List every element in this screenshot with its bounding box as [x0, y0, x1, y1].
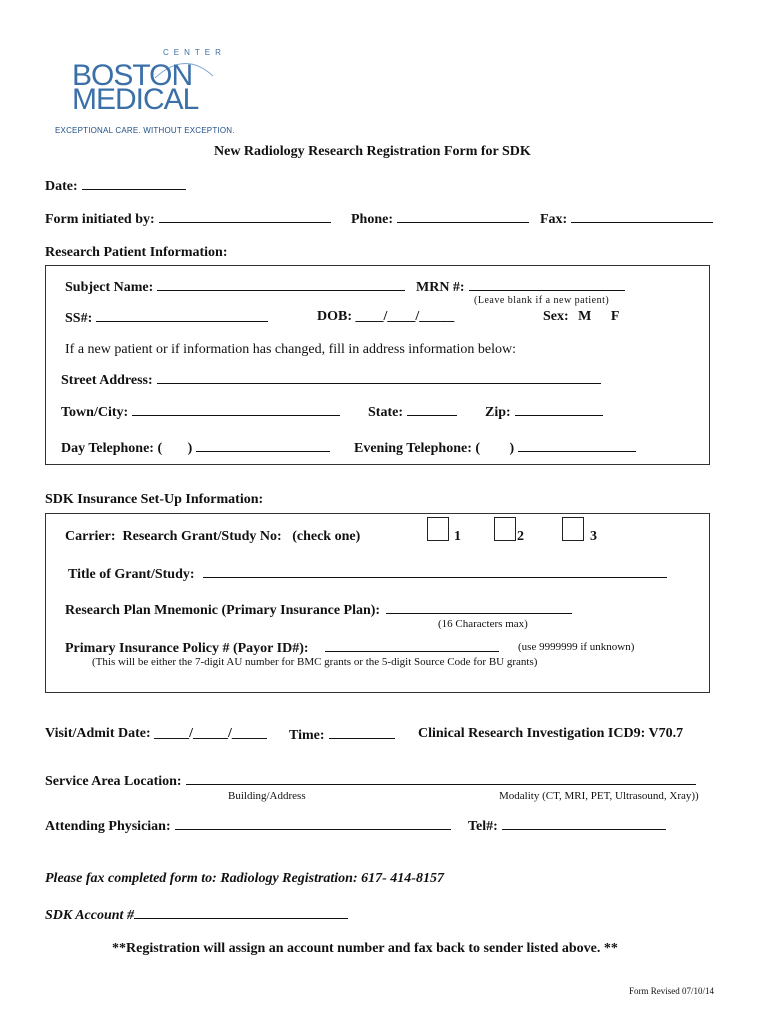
sdk-account-field[interactable] [134, 906, 348, 919]
date-row [45, 177, 186, 195]
form-initiated-label: Form initiated by: [45, 212, 155, 227]
policy-note: (This will be either the 7-digit AU number for BMC grants or the 5-digit Source Code for BU grants) [92, 656, 538, 668]
policy-hint: (use 9999999 if unknown) [518, 641, 635, 653]
logo-line1: BOSTON [72, 59, 193, 92]
form-revised: Form Revised 07/10/14 [629, 986, 714, 996]
mrn-hint: (Leave blank if a new patient) [474, 295, 610, 306]
tel-row [468, 817, 666, 835]
dob-label: DOB: [317, 309, 352, 324]
state-field[interactable] [407, 403, 457, 416]
zip-row [485, 403, 603, 421]
time-field[interactable] [329, 726, 395, 739]
ss-field[interactable] [96, 309, 268, 322]
option-3-checkbox[interactable] [562, 517, 584, 541]
service-label: Service Area Location: [45, 774, 182, 789]
state-row [368, 403, 457, 421]
day-tel-field[interactable] [196, 439, 330, 452]
zip-label: Zip: [485, 405, 511, 420]
eve-tel-label: Evening Telephone: ( [354, 441, 481, 456]
town-field[interactable] [132, 403, 340, 416]
visit-row [45, 726, 267, 742]
mrn-field[interactable] [469, 278, 625, 291]
patient-section-heading: Research Patient Information: [45, 245, 228, 260]
eve-tel-close: ) [509, 441, 515, 456]
time-row [289, 726, 395, 744]
option-2-label: 2 [517, 529, 524, 544]
date-label: Date: [45, 179, 78, 194]
day-tel-label: Day Telephone: ( [61, 441, 163, 456]
mrn-row [416, 278, 625, 296]
form-initiated-field[interactable] [159, 210, 331, 223]
icd-label: Clinical Research Investigation ICD9: V70.7 [418, 726, 684, 741]
grant-title-field[interactable] [203, 565, 667, 578]
fax-row [540, 210, 713, 228]
zip-field[interactable] [515, 403, 603, 416]
mnemonic-field[interactable] [386, 601, 572, 614]
subject-name-label: Subject Name: [65, 280, 154, 295]
sdk-account-row [45, 906, 348, 924]
service-field[interactable] [186, 772, 696, 785]
phone-row [351, 210, 529, 228]
dob-field[interactable]: ____/____/_____ [355, 309, 455, 324]
town-label: Town/City: [61, 405, 129, 420]
physician-field[interactable] [175, 817, 451, 830]
policy-field[interactable] [325, 639, 499, 652]
option-3-label: 3 [590, 529, 597, 544]
visit-field[interactable]: _____/_____/_____ [154, 726, 267, 741]
phone-label: Phone: [351, 212, 393, 227]
street-row [61, 371, 601, 389]
physician-row [45, 817, 451, 835]
street-field[interactable] [157, 371, 601, 384]
modality-hint: Modality (CT, MRI, PET, Ultrasound, Xray)) [499, 790, 699, 802]
eve-tel-row [354, 439, 636, 457]
service-row [45, 772, 696, 790]
physician-label: Attending Physician: [45, 819, 171, 834]
subject-name-row [65, 278, 405, 296]
date-field[interactable] [82, 177, 186, 190]
state-label: State: [368, 405, 403, 420]
mrn-label: MRN #: [416, 280, 465, 295]
eve-tel-field[interactable] [518, 439, 636, 452]
option-1-label: 1 [454, 529, 461, 544]
dob-row [317, 309, 454, 325]
option-1-checkbox[interactable] [427, 517, 449, 541]
tel-field[interactable] [502, 817, 666, 830]
day-tel-close: ) [187, 441, 193, 456]
town-row [61, 403, 340, 421]
fax-instruction: Please fax completed form to: Radiology Registration: 617- 414-8157 [45, 871, 444, 886]
building-hint: Building/Address [228, 790, 306, 802]
grant-title-row [68, 565, 667, 583]
sex-row [543, 309, 619, 325]
policy-row [65, 639, 499, 657]
street-label: Street Address: [61, 373, 153, 388]
insurance-section-heading: SDK Insurance Set-Up Information: [45, 492, 264, 507]
time-label: Time: [289, 728, 325, 743]
address-note: If a new patient or if information has changed, fill in address information below: [65, 342, 516, 357]
visit-label: Visit/Admit Date: [45, 726, 151, 741]
mnemonic-label: Research Plan Mnemonic (Primary Insurance Plan): [65, 603, 381, 618]
sex-f-option[interactable]: F [610, 309, 620, 324]
fax-field[interactable] [571, 210, 713, 223]
grant-title-label: Title of Grant/Study: [68, 567, 195, 582]
ss-label: SS#: [65, 311, 93, 326]
form-title: New Radiology Research Registration Form for SDK [214, 144, 531, 159]
logo-tagline: EXCEPTIONAL CARE. WITHOUT EXCEPTION. [55, 126, 235, 135]
fax-label: Fax: [540, 212, 568, 227]
mnemonic-row [65, 601, 572, 619]
logo-line2: MEDICAL [72, 83, 199, 116]
phone-field[interactable] [397, 210, 529, 223]
tel-label: Tel#: [468, 819, 498, 834]
mnemonic-hint: (16 Characters max) [438, 618, 528, 630]
sex-label: Sex: [543, 309, 569, 324]
sdk-account-label: SDK Account # [45, 908, 134, 923]
sex-m-option[interactable]: M [578, 309, 592, 324]
policy-label: Primary Insurance Policy # (Payor ID#): [65, 641, 309, 656]
logo [55, 48, 235, 138]
day-tel-row [61, 439, 330, 457]
carrier-label: Carrier: Research Grant/Study No: (check one) [65, 529, 361, 544]
ss-row [65, 309, 268, 327]
form-initiated-row [45, 210, 331, 228]
option-2-checkbox[interactable] [494, 517, 516, 541]
logo-arc-text: CENTER [163, 48, 226, 57]
registration-note: **Registration will assign an account number and fax back to sender listed above. ** [112, 941, 618, 956]
subject-name-field[interactable] [157, 278, 405, 291]
